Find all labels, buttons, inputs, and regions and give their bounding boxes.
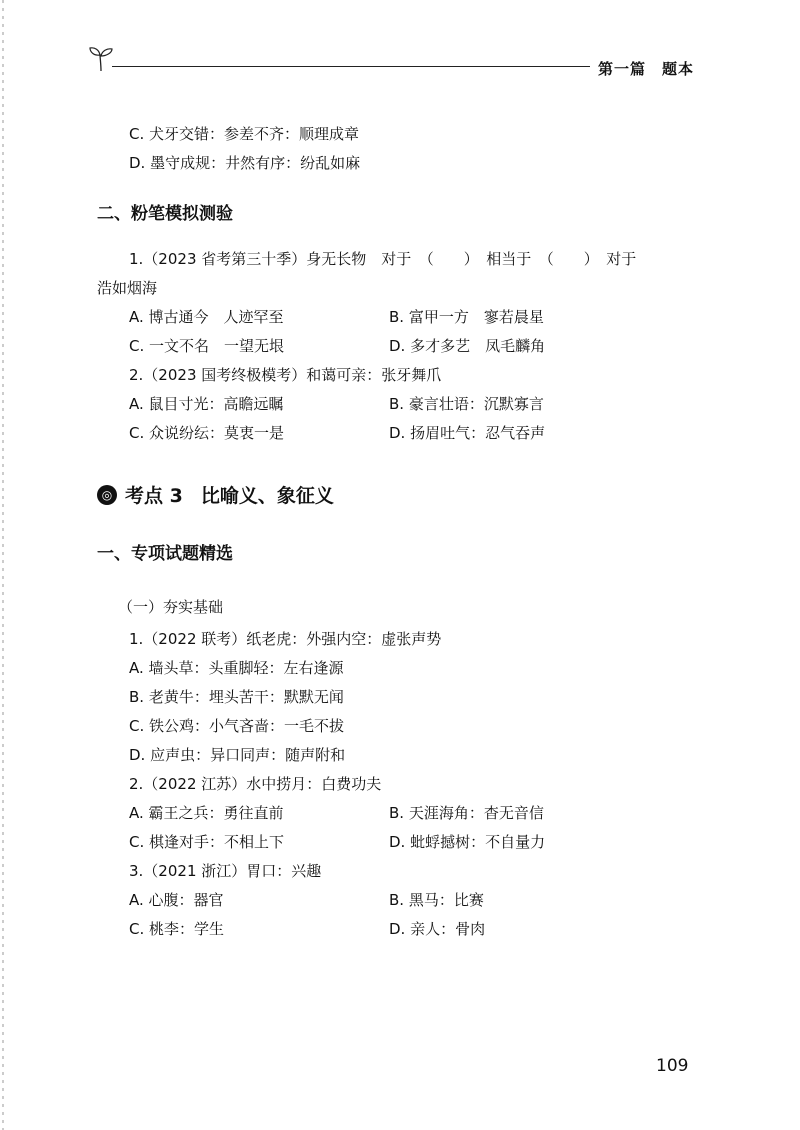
header-book: 题本 — [662, 60, 695, 78]
page-number: 109 — [656, 1056, 689, 1076]
topic-heading — [97, 481, 334, 508]
option-d: D. 应声虫：异口同声：随声附和 — [129, 746, 346, 764]
option-c: C. 众说纷纭：莫衷一是 — [129, 424, 285, 442]
option-b: B. 豪言壮语：沉默寡言 — [389, 395, 544, 413]
question-stem: 2.（2023 国考终极模考）和蔼可亲：张牙舞爪 — [129, 366, 442, 384]
topic-title: 比喻义、象征义 — [200, 485, 334, 507]
option-c: C. 犬牙交错：参差不齐：顺理成章 — [129, 125, 360, 143]
question-stem: 3.（2021 浙江）胃口：兴趣 — [129, 862, 322, 880]
option-d: D. 蚍蜉撼树：不自量力 — [389, 833, 546, 851]
option-b: B. 黑马：比赛 — [389, 891, 484, 909]
header-rule — [112, 66, 590, 67]
option-c: C. 一文不名 一望无垠 — [129, 337, 285, 355]
option-d: D. 多才多艺 凤毛麟角 — [389, 337, 546, 355]
option-a: A. 霸王之兵：勇往直前 — [129, 804, 284, 822]
option-d: D. 墨守成规：井然有序：纷乱如麻 — [129, 154, 361, 172]
option-a: A. 鼠目寸光：高瞻远瞩 — [129, 395, 284, 413]
target-icon: ◎ — [97, 485, 117, 505]
section-heading-fenbi: 二、粉笔模拟测验 — [97, 204, 233, 224]
question-stem-continued: 浩如烟海 — [97, 279, 158, 297]
option-b: B. 天涯海角：杳无音信 — [389, 804, 544, 822]
option-c: C. 铁公鸡：小气吝啬：一毛不拔 — [129, 717, 345, 735]
option-d: D. 扬眉吐气：忍气吞声 — [389, 424, 546, 442]
option-b: B. 富甲一方 寥若晨星 — [389, 308, 544, 326]
question-stem: 1.（2023 省考第三十季）身无长物 对于 （ ） 相当于 （ ） 对于 — [129, 250, 637, 268]
section-heading-zhuanxiang: 一、专项试题精选 — [97, 544, 233, 564]
running-header — [598, 58, 710, 79]
option-a: A. 墙头草：头重脚轻：左右逢源 — [129, 659, 344, 677]
question-stem: 1.（2022 联考）纸老虎：外强内空：虚张声势 — [129, 630, 442, 648]
option-a: A. 心腹：器官 — [129, 891, 224, 909]
option-d: D. 亲人：骨肉 — [389, 920, 486, 938]
option-a: A. 博古通今 人迹罕至 — [129, 308, 284, 326]
option-c: C. 棋逢对手：不相上下 — [129, 833, 285, 851]
header-part: 第一篇 — [598, 60, 647, 78]
question-stem: 2.（2022 江苏）水中捞月：白费功夫 — [129, 775, 382, 793]
option-c: C. 桃李：学生 — [129, 920, 225, 938]
topic-number: 考点 3 — [125, 485, 183, 507]
scan-edge — [2, 0, 4, 1130]
option-b: B. 老黄牛：埋头苦干：默默无闻 — [129, 688, 344, 706]
sprout-icon — [88, 44, 114, 72]
subsection-heading: （一）夯实基础 — [118, 598, 224, 616]
